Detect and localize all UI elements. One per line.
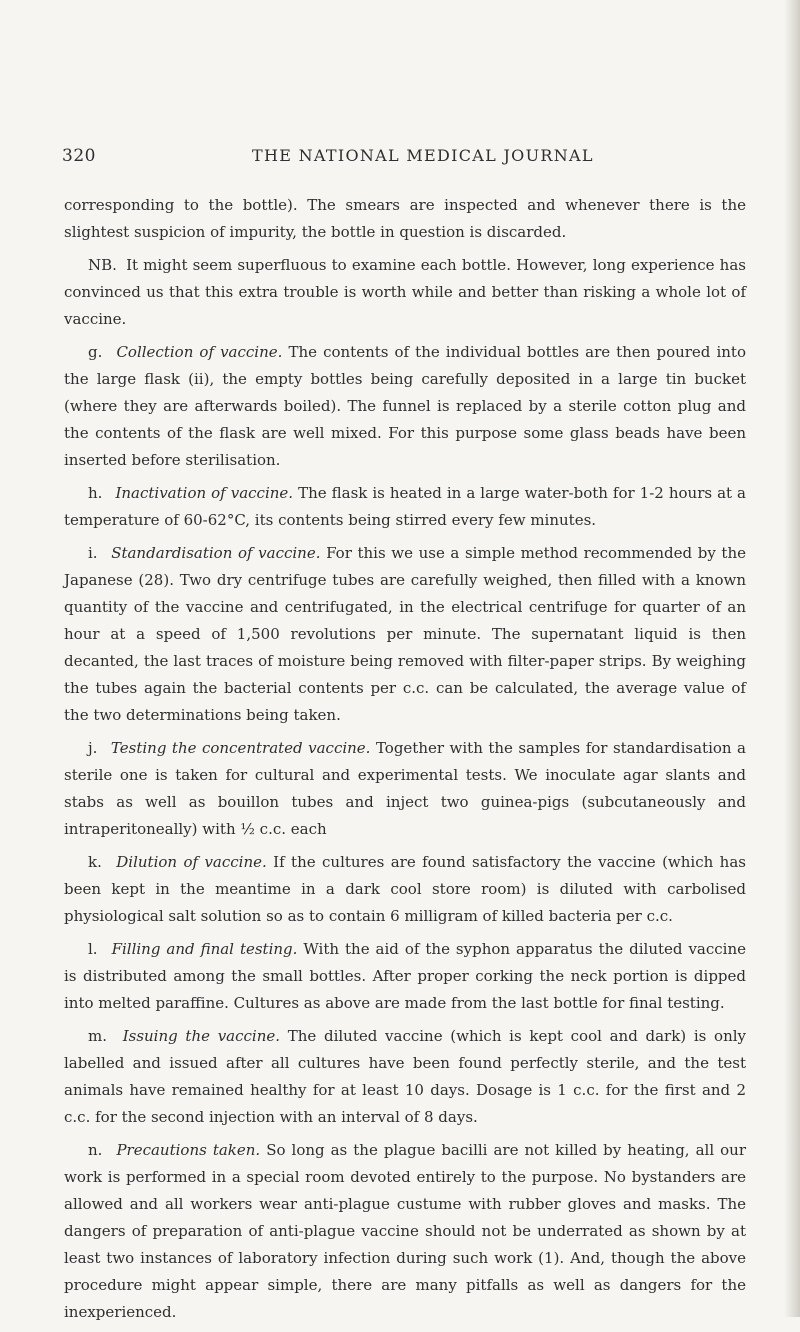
item-mark: h. [88, 484, 103, 502]
paragraph-text: With the aid of the syphon apparatus the diluted vaccine is distributed among the small bottles. After proper corking the neck portion is dipped into melted paraffine. Cultures as above are made from the last bottle for final testing. [64, 940, 747, 1012]
paragraph-text: The diluted vaccine (which is kept cool and dark) is only labelled and issued after all cultures have been found perfectly sterile, and the test animals have remained healthy for at least 10 days. Dosage is 1 c.c. for the first and 2 c.c. for the second injection with an interval of 8 days. [64, 1027, 746, 1126]
item-heading: Precautions taken. [116, 1141, 261, 1159]
item-heading: Collection of vaccine. [116, 343, 283, 361]
item-heading: Issuing the vaccine. [122, 1027, 281, 1045]
item-heading: Inactivation of vaccine. [115, 484, 294, 502]
paragraph-nb [64, 252, 746, 333]
paragraph-text: So long as the plague bacilli are not killed by heating, all our work is performed in a special room devoted entirely to the purpose. No bystanders are allowed and all workers wear anti-plague custume with rubber gloves and masks. The dangers of preparation of anti-plague vaccine should not be underrated as shown by at least two instances of laboratory infection during such work (1). And, though the above procedure might appear simple, there are many pitfalls as well as dangers for the inexperienced. [64, 1141, 746, 1321]
note-mark: NB. [88, 256, 117, 274]
paragraph-g [64, 339, 746, 474]
paragraph-i [64, 540, 746, 729]
item-mark: g. [88, 343, 103, 361]
paragraph-text: For this we use a simple method recommended by the Japanese (28). Two dry centrifuge tubes are carefully weighed, then filled with a known quantity of the vaccine and centrifugated, in the electrical centrifuge for quarter of an hour at a speed of 1,500 revolutions per minute. The supernatant liquid is then decanted, the last traces of moisture being removed with filter-paper strips. By weighing the tubes again the bacterial contents per c.c. can be calculated, the average value of the two determinations being taken. [64, 544, 746, 724]
paragraph-text: The flask is heated in a large water-both for 1-2 hours at a temperature of 60-62°C, its contents being stirred every few minutes. [64, 484, 746, 529]
item-mark: k. [88, 853, 102, 871]
paragraph-j [64, 735, 746, 843]
paragraph-n [64, 1137, 746, 1326]
paragraph-text: corresponding to the bottle). The smears are inspected and whenever there is the slightest suspicion of impurity, the bottle in question is discarded. [64, 196, 746, 241]
item-heading: Standardisation of vaccine. [111, 544, 321, 562]
item-heading: Dilution of vaccine. [116, 853, 267, 871]
running-title: THE NATIONAL MEDICAL JOURNAL [252, 146, 594, 165]
item-mark: n. [88, 1141, 103, 1159]
page-header [62, 146, 742, 170]
paragraph-k [64, 849, 746, 930]
paragraph-h [64, 480, 746, 534]
item-mark: j. [88, 739, 98, 757]
paragraph-text: If the cultures are found satisfactory the vaccine (which has been kept in the meantime in a dark cool store room) is diluted with carbolised physiological salt solution so as to contain 6 milligram of killed bacteria per c.c. [64, 853, 746, 925]
paragraph-text: The contents of the individual bottles are then poured into the large flask (ii), the empty bottles being carefully deposited in a large tin bucket (where they are afterwards boiled). The funnel is replaced by a sterile cotton plug and the contents of the flask are well mixed. For this purpose some glass beads have been inserted before sterilisation. [64, 343, 746, 469]
item-heading: Testing the concentrated vaccine. [110, 739, 371, 757]
item-heading: Filling and final testing. [111, 940, 298, 958]
item-mark: m. [88, 1027, 107, 1045]
item-mark: i. [88, 544, 98, 562]
paragraph-text: It might seem superfluous to examine each bottle. However, long experience has convinced us that this extra trouble is worth while and better than risking a whole lot of vaccine. [64, 256, 746, 328]
paragraph-l [64, 936, 746, 1017]
page-number: 320 [62, 146, 96, 166]
paragraph-text: Together with the samples for standardisation a sterile one is taken for cultural and experimental tests. We inoculate agar slants and stabs as well as bouillon tubes and inject two guinea-pigs (subcutaneously and intraperitoneally) with ½ c.c. each [64, 739, 746, 838]
paragraph-m [64, 1023, 746, 1131]
page-edge-shadow [784, 0, 800, 1317]
paragraph-continuation [64, 192, 746, 246]
article-body [64, 192, 746, 1332]
item-mark: l. [88, 940, 98, 958]
